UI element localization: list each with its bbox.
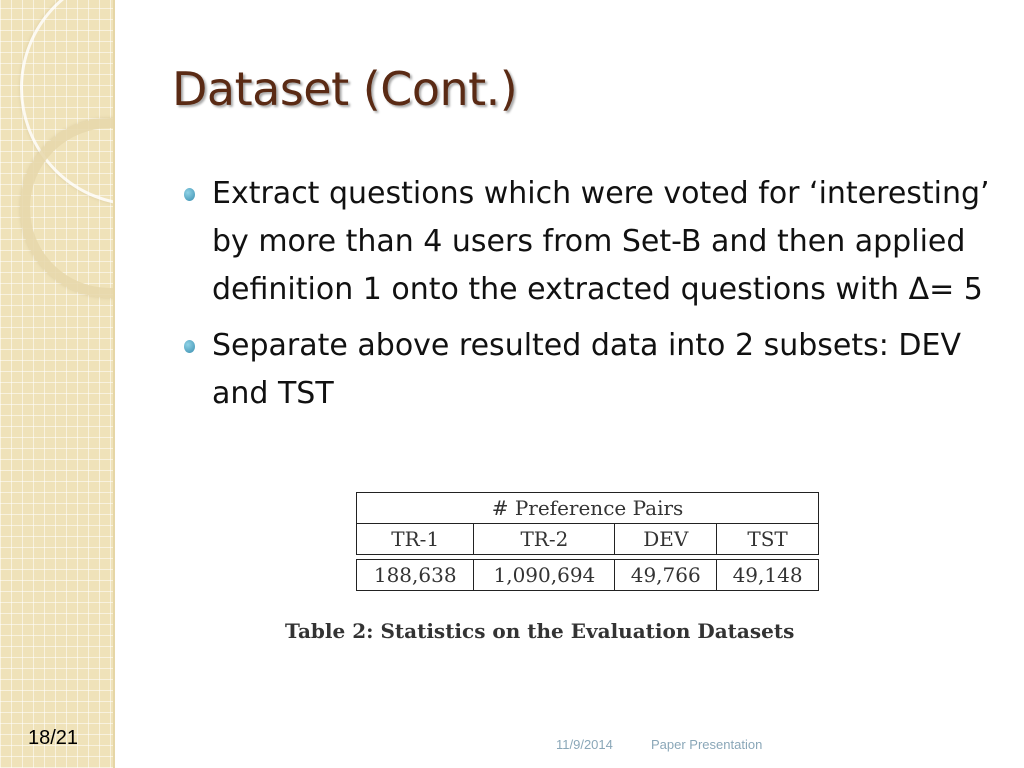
value-cell: 188,638: [357, 560, 474, 591]
slide-number: 18/21: [28, 727, 79, 749]
bullet-list: [182, 170, 1002, 426]
footer-date: 11/9/2014: [556, 737, 613, 752]
statistics-table: [356, 492, 819, 591]
table-caption: Table 2: Statistics on the Evaluation Datasets: [285, 619, 795, 643]
bullet-item: [182, 322, 1002, 418]
bullet-item: [182, 170, 1002, 314]
table-row: [357, 560, 819, 591]
footer-text: Paper Presentation: [651, 737, 763, 752]
value-cell: 1,090,694: [474, 560, 615, 591]
bullet-dot-icon: [184, 188, 195, 201]
column-header-cell: TR-1: [357, 524, 474, 555]
value-cell: 49,148: [717, 560, 819, 591]
decorative-sidebar: [0, 0, 115, 768]
column-header-cell: TST: [717, 524, 819, 555]
bullet-text: Extract questions which were voted for ‘interesting’ by more than 4 users from Set-B and then applied definition 1 onto the extracted questions with Δ= 5: [212, 176, 990, 307]
table-column-row: [357, 524, 819, 555]
bullet-text: Separate above resulted data into 2 subsets: DEV and TST: [212, 328, 961, 411]
column-header-cell: DEV: [615, 524, 717, 555]
column-header-cell: TR-2: [474, 524, 615, 555]
value-cell: 49,766: [615, 560, 717, 591]
bullet-dot-icon: [184, 340, 195, 353]
table-header-row: [357, 493, 819, 524]
slide-title: Dataset (Cont.): [172, 62, 518, 116]
group-header-cell: # Preference Pairs: [357, 493, 819, 524]
statistics-table-container: [356, 492, 819, 591]
